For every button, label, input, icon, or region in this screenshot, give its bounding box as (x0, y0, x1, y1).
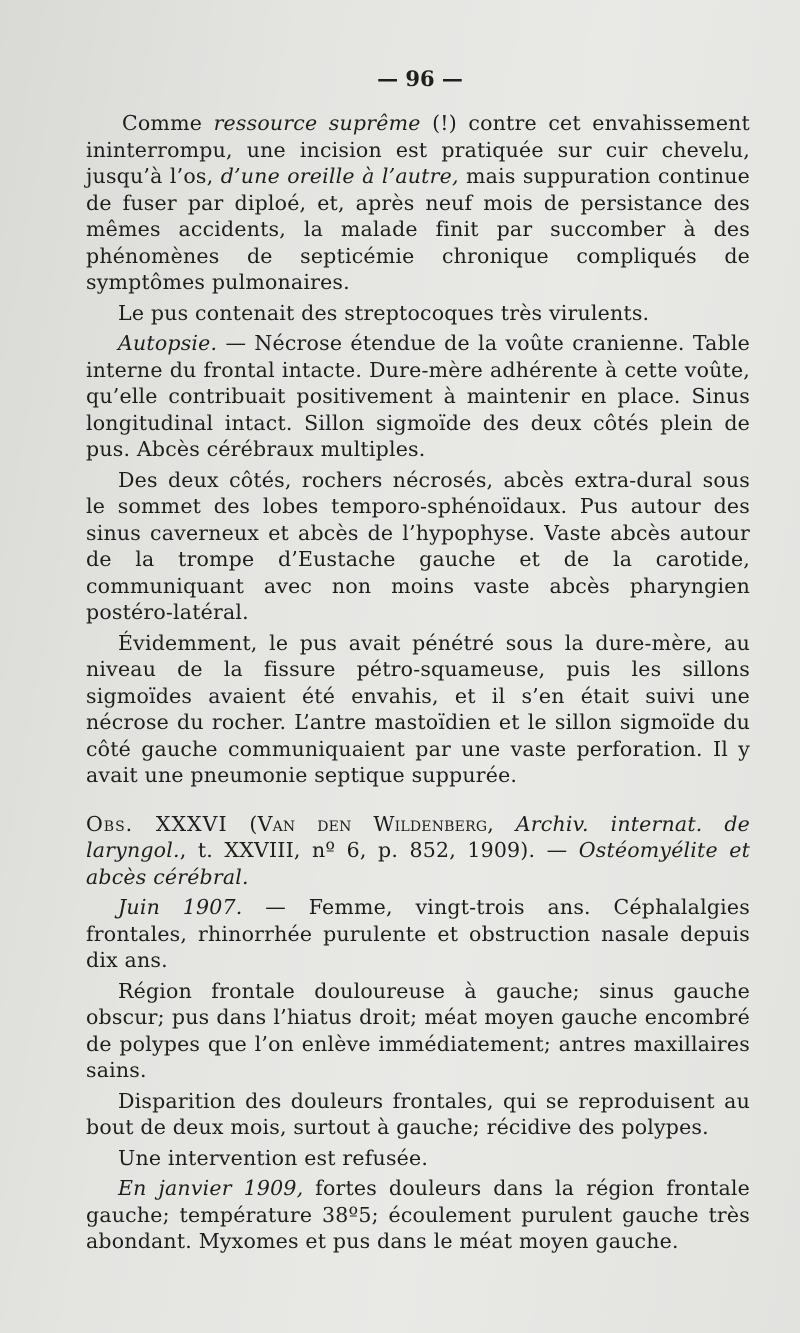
date-label: En janvier 1909, (118, 1176, 304, 1200)
journal-title: Archiv. internat. de laryngol. (86, 811, 750, 862)
paragraph-frontal-region: Région frontale douloureuse à gauche; sinus gauche obscur; pus dans l’hiatus droit; méat moyen gauche encombré de polypes que l’on enlève immédiatement; antres maxillaires sains. (86, 978, 750, 1082)
text-run: (!) contre cet envahissement ininterrompu, une incision est pratiquée sur cuir chevelu, jusqu’à l’os, (86, 111, 750, 188)
observation-heading (86, 811, 750, 891)
page-number: — 96 — (377, 66, 463, 91)
paragraph-lesions: Des deux côtés, rochers nécrosés, abcès extra-dural sous le sommet des lobes temporo-sphénoïdaux. Pus autour des sinus caverneux et abcès de l’hypophyse. Vaste abcès autour de la trompe d’Eustache gauche et de la carotide, communiquant avec non moins vaste abcès pharyngien postéro-latéral. (86, 467, 750, 624)
text-run: , (487, 811, 516, 836)
text-run: mais suppuration continue de fuser par diploé, et, après neuf mois de persistance des mêmes accidents, la malade finit par succomber à des phénomènes de septicémie chronique compliqués de symptômes pulmonaires. (86, 164, 750, 294)
paragraph-case-course (86, 110, 750, 296)
italic-phrase: d’une oreille à l’autre, (220, 164, 459, 188)
paragraph-pus: Le pus contenait des streptocoques très virulents. (118, 300, 650, 325)
text-run: — Femme, vingt-trois ans. Céphalalgies frontales, rhinorrhée purulente et obstruction nasale depuis dix ans. (86, 895, 750, 972)
paragraph-autopsy (86, 330, 750, 463)
paragraph-disappearance: Disparition des douleurs frontales, qui se reproduisent au bout de deux mois, surtout à gauche; récidive des polypes. (86, 1088, 750, 1139)
paragraph-refused: Une intervention est refusée. (118, 1145, 429, 1170)
paragraph-june-1907 (86, 894, 750, 974)
text-run: — Nécrose étendue de la voûte cranienne. Table interne du frontal intacte. Dure-mère adhérente à cette voûte, qu’elle contribuait positivement à maintenir en place. Sinus longitudinal intact. Sillon sigmoïde des deux côtés plein de pus. Abcès cérébraux multiples. (86, 331, 750, 461)
observation-title: Ostéomyélite et abcès cérébral. (86, 838, 751, 889)
paragraph-january-1909 (86, 1175, 750, 1255)
autopsy-label: Autopsie. (118, 331, 218, 355)
date-label: Juin 1907. (118, 895, 243, 919)
text-run: ( (227, 811, 258, 836)
italic-phrase: ressource suprême (213, 111, 421, 135)
text-run: Comme (122, 111, 214, 135)
author-name: Van den Wildenberg (257, 811, 488, 836)
observation-label: Obs. XXXVI (86, 811, 228, 836)
text-run: , t. XXVIII, nº 6, p. 852, 1909). — (179, 838, 579, 862)
text-run: fortes douleurs dans la région frontale gauche; température 38º5; écoulement purulent gauche très abondant. Myxomes et pus dans le méat moyen gauche. (86, 1176, 750, 1253)
paragraph-conclusion: Évidemment, le pus avait pénétré sous la dure-mère, au niveau de la fissure pétro-squameuse, puis les sillons sigmoïdes avaient été envahis, et il s’en était suivi une nécrose du rocher. L’antre mastoïdien et le sillon sigmoïde du côté gauche communiquaient par une vaste perforation. Il y avait une pneumonie septique suppurée. (86, 630, 750, 787)
body-text (86, 110, 750, 1259)
